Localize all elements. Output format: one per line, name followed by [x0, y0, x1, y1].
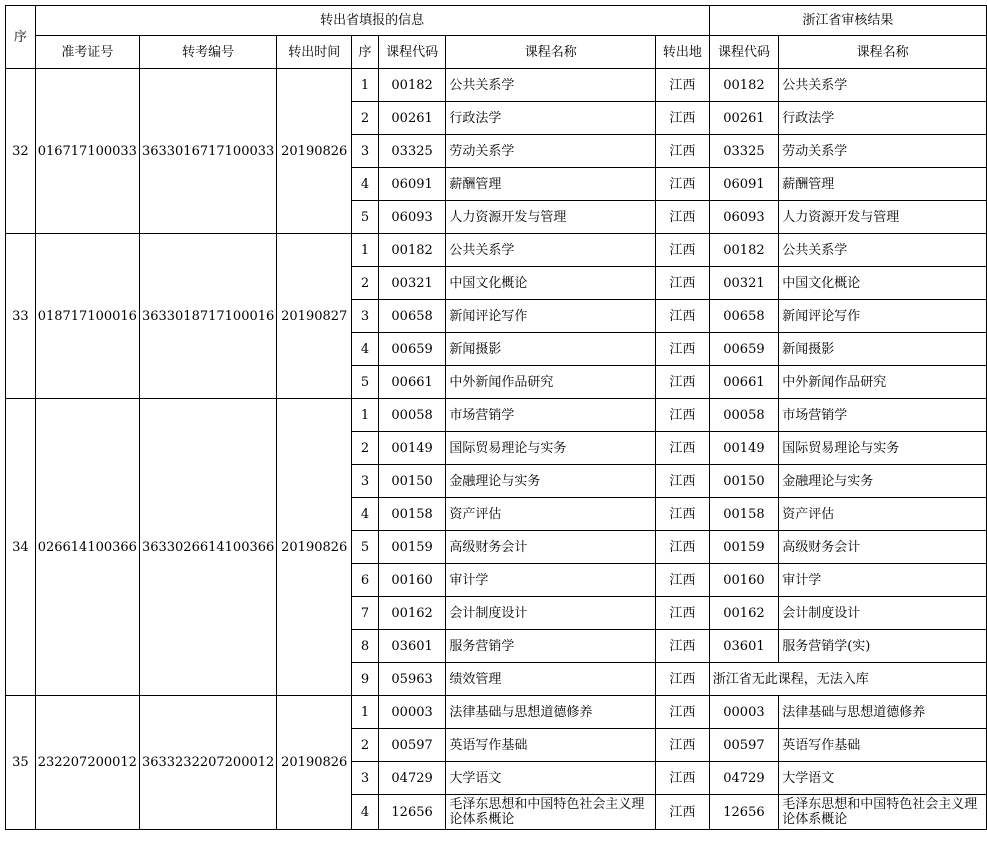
course-seq: 6	[352, 564, 379, 597]
zhejiang-course-name: 法律基础与思想道德修养	[779, 696, 987, 729]
course-seq: 1	[352, 399, 379, 432]
course-code: 00597	[378, 729, 446, 762]
zhejiang-course-code: 03601	[709, 630, 779, 663]
course-seq: 3	[352, 762, 379, 795]
zhejiang-review-note: 浙江省无此课程，无法入库	[709, 663, 986, 696]
zhejiang-course-code: 06093	[709, 201, 779, 234]
course-seq: 4	[352, 168, 379, 201]
course-name: 公共关系学	[446, 69, 656, 102]
course-code: 00149	[378, 432, 446, 465]
zhejiang-course-name: 人力资源开发与管理	[779, 201, 987, 234]
zhejiang-course-name: 劳动关系学	[779, 135, 987, 168]
zhejiang-course-code: 00321	[709, 267, 779, 300]
course-code: 00321	[378, 267, 446, 300]
admission-number: 018717100016	[35, 234, 139, 399]
course-name: 资产评估	[446, 498, 656, 531]
zhejiang-course-name: 新闻评论写作	[779, 300, 987, 333]
course-name: 英语写作基础	[446, 729, 656, 762]
table-row	[6, 69, 987, 102]
course-seq: 8	[352, 630, 379, 663]
course-name: 新闻评论写作	[446, 300, 656, 333]
course-code: 00160	[378, 564, 446, 597]
origin-province: 江西	[656, 465, 710, 498]
zhejiang-course-code: 00182	[709, 69, 779, 102]
course-name: 毛泽东思想和中国特色社会主义理论体系概论	[446, 795, 656, 830]
course-seq: 2	[352, 432, 379, 465]
course-code: 04729	[378, 762, 446, 795]
zhejiang-course-name: 公共关系学	[779, 69, 987, 102]
record-seq: 32	[6, 69, 36, 234]
origin-province: 江西	[656, 564, 710, 597]
transfer-time: 20190826	[277, 399, 352, 696]
course-code: 12656	[378, 795, 446, 830]
origin-province: 江西	[656, 168, 710, 201]
origin-province: 江西	[656, 729, 710, 762]
course-name: 劳动关系学	[446, 135, 656, 168]
record-seq: 34	[6, 399, 36, 696]
transfer-number: 3633232207200012	[139, 696, 276, 830]
header-course-code: 课程代码	[378, 36, 446, 69]
course-code: 00150	[378, 465, 446, 498]
header-zj-course-name: 课程名称	[779, 36, 987, 69]
course-name: 市场营销学	[446, 399, 656, 432]
course-seq: 5	[352, 366, 379, 399]
origin-province: 江西	[656, 663, 710, 696]
course-seq: 4	[352, 498, 379, 531]
course-code: 00182	[378, 69, 446, 102]
origin-province: 江西	[656, 366, 710, 399]
zhejiang-course-code: 00659	[709, 333, 779, 366]
header-course-name: 课程名称	[446, 36, 656, 69]
zhejiang-course-name: 审计学	[779, 564, 987, 597]
table-row	[6, 696, 987, 729]
record-seq: 35	[6, 696, 36, 830]
zhejiang-course-name: 高级财务会计	[779, 531, 987, 564]
course-code: 00182	[378, 234, 446, 267]
zhejiang-course-code: 00160	[709, 564, 779, 597]
origin-province: 江西	[656, 498, 710, 531]
course-seq: 4	[352, 333, 379, 366]
course-code: 00162	[378, 597, 446, 630]
zhejiang-course-name: 毛泽东思想和中国特色社会主义理论体系概论	[779, 795, 987, 830]
origin-province: 江西	[656, 696, 710, 729]
course-seq: 1	[352, 69, 379, 102]
zhejiang-course-code: 00158	[709, 498, 779, 531]
zhejiang-course-name: 金融理论与实务	[779, 465, 987, 498]
origin-province: 江西	[656, 432, 710, 465]
course-name: 中国文化概论	[446, 267, 656, 300]
zhejiang-course-name: 中外新闻作品研究	[779, 366, 987, 399]
zhejiang-course-code: 00597	[709, 729, 779, 762]
course-seq: 3	[352, 300, 379, 333]
course-seq: 2	[352, 729, 379, 762]
course-name: 绩效管理	[446, 663, 656, 696]
course-name: 金融理论与实务	[446, 465, 656, 498]
admission-number: 026614100366	[35, 399, 139, 696]
course-seq: 3	[352, 135, 379, 168]
origin-province: 江西	[656, 234, 710, 267]
zhejiang-course-code: 00159	[709, 531, 779, 564]
header-out-province-group: 转出省填报的信息	[35, 6, 709, 36]
course-name: 新闻摄影	[446, 333, 656, 366]
zhejiang-course-code: 00149	[709, 432, 779, 465]
origin-province: 江西	[656, 201, 710, 234]
header-course-seq: 序	[352, 36, 379, 69]
transfer-results-table	[5, 5, 987, 830]
course-name: 公共关系学	[446, 234, 656, 267]
course-code: 06093	[378, 201, 446, 234]
transfer-time: 20190827	[277, 234, 352, 399]
course-seq: 2	[352, 102, 379, 135]
zhejiang-course-name: 会计制度设计	[779, 597, 987, 630]
zhejiang-course-code: 12656	[709, 795, 779, 830]
zhejiang-course-name: 行政法学	[779, 102, 987, 135]
origin-province: 江西	[656, 135, 710, 168]
course-code: 00158	[378, 498, 446, 531]
zhejiang-course-code: 03325	[709, 135, 779, 168]
zhejiang-course-code: 00661	[709, 366, 779, 399]
admission-number: 016717100033	[35, 69, 139, 234]
course-name: 国际贸易理论与实务	[446, 432, 656, 465]
zhejiang-course-name: 资产评估	[779, 498, 987, 531]
course-seq: 2	[352, 267, 379, 300]
course-code: 05963	[378, 663, 446, 696]
course-code: 00003	[378, 696, 446, 729]
course-code: 06091	[378, 168, 446, 201]
zhejiang-course-name: 中国文化概论	[779, 267, 987, 300]
zhejiang-course-code: 00182	[709, 234, 779, 267]
course-code: 03601	[378, 630, 446, 663]
header-row-groups	[6, 6, 987, 36]
header-zj-course-code: 课程代码	[709, 36, 779, 69]
course-name: 人力资源开发与管理	[446, 201, 656, 234]
header-transfer-time: 转出时间	[277, 36, 352, 69]
zhejiang-course-code: 06091	[709, 168, 779, 201]
record-seq: 33	[6, 234, 36, 399]
origin-province: 江西	[656, 531, 710, 564]
zhejiang-course-name: 公共关系学	[779, 234, 987, 267]
header-transfer-no: 转考编号	[139, 36, 276, 69]
zhejiang-course-name: 薪酬管理	[779, 168, 987, 201]
course-name: 行政法学	[446, 102, 656, 135]
header-admission-no: 准考证号	[35, 36, 139, 69]
zhejiang-course-name: 英语写作基础	[779, 729, 987, 762]
origin-province: 江西	[656, 102, 710, 135]
course-seq: 1	[352, 696, 379, 729]
origin-province: 江西	[656, 267, 710, 300]
course-name: 大学语文	[446, 762, 656, 795]
course-seq: 3	[352, 465, 379, 498]
course-seq: 5	[352, 531, 379, 564]
course-name: 薪酬管理	[446, 168, 656, 201]
zhejiang-course-name: 新闻摄影	[779, 333, 987, 366]
zhejiang-course-name: 国际贸易理论与实务	[779, 432, 987, 465]
zhejiang-course-name: 服务营销学(实)	[779, 630, 987, 663]
origin-province: 江西	[656, 300, 710, 333]
course-name: 高级财务会计	[446, 531, 656, 564]
zhejiang-course-code: 00261	[709, 102, 779, 135]
course-code: 00261	[378, 102, 446, 135]
course-seq: 5	[352, 201, 379, 234]
zhejiang-course-code: 00658	[709, 300, 779, 333]
course-name: 服务营销学	[446, 630, 656, 663]
course-name: 中外新闻作品研究	[446, 366, 656, 399]
origin-province: 江西	[656, 597, 710, 630]
course-code: 00159	[378, 531, 446, 564]
origin-province: 江西	[656, 333, 710, 366]
course-name: 会计制度设计	[446, 597, 656, 630]
course-code: 00658	[378, 300, 446, 333]
transfer-time: 20190826	[277, 69, 352, 234]
transfer-number: 3633016717100033	[139, 69, 276, 234]
course-seq: 4	[352, 795, 379, 830]
course-code: 03325	[378, 135, 446, 168]
zhejiang-course-name: 大学语文	[779, 762, 987, 795]
header-row-columns	[6, 36, 987, 69]
course-seq: 7	[352, 597, 379, 630]
course-code: 00058	[378, 399, 446, 432]
transfer-time: 20190826	[277, 696, 352, 830]
header-seq: 序	[6, 6, 36, 69]
table-row	[6, 399, 987, 432]
zhejiang-course-code: 00150	[709, 465, 779, 498]
origin-province: 江西	[656, 399, 710, 432]
origin-province: 江西	[656, 795, 710, 830]
course-code: 00661	[378, 366, 446, 399]
zhejiang-course-code: 00003	[709, 696, 779, 729]
zhejiang-course-name: 市场营销学	[779, 399, 987, 432]
course-name: 法律基础与思想道德修养	[446, 696, 656, 729]
zhejiang-course-code: 04729	[709, 762, 779, 795]
header-zhejiang-group: 浙江省审核结果	[709, 6, 986, 36]
transfer-number: 3633018717100016	[139, 234, 276, 399]
zhejiang-course-code: 00162	[709, 597, 779, 630]
table-row	[6, 234, 987, 267]
transfer-number: 3633026614100366	[139, 399, 276, 696]
origin-province: 江西	[656, 630, 710, 663]
course-code: 00659	[378, 333, 446, 366]
origin-province: 江西	[656, 69, 710, 102]
course-seq: 1	[352, 234, 379, 267]
zhejiang-course-code: 00058	[709, 399, 779, 432]
course-name: 审计学	[446, 564, 656, 597]
admission-number: 232207200012	[35, 696, 139, 830]
origin-province: 江西	[656, 762, 710, 795]
header-origin: 转出地	[656, 36, 710, 69]
course-seq: 9	[352, 663, 379, 696]
